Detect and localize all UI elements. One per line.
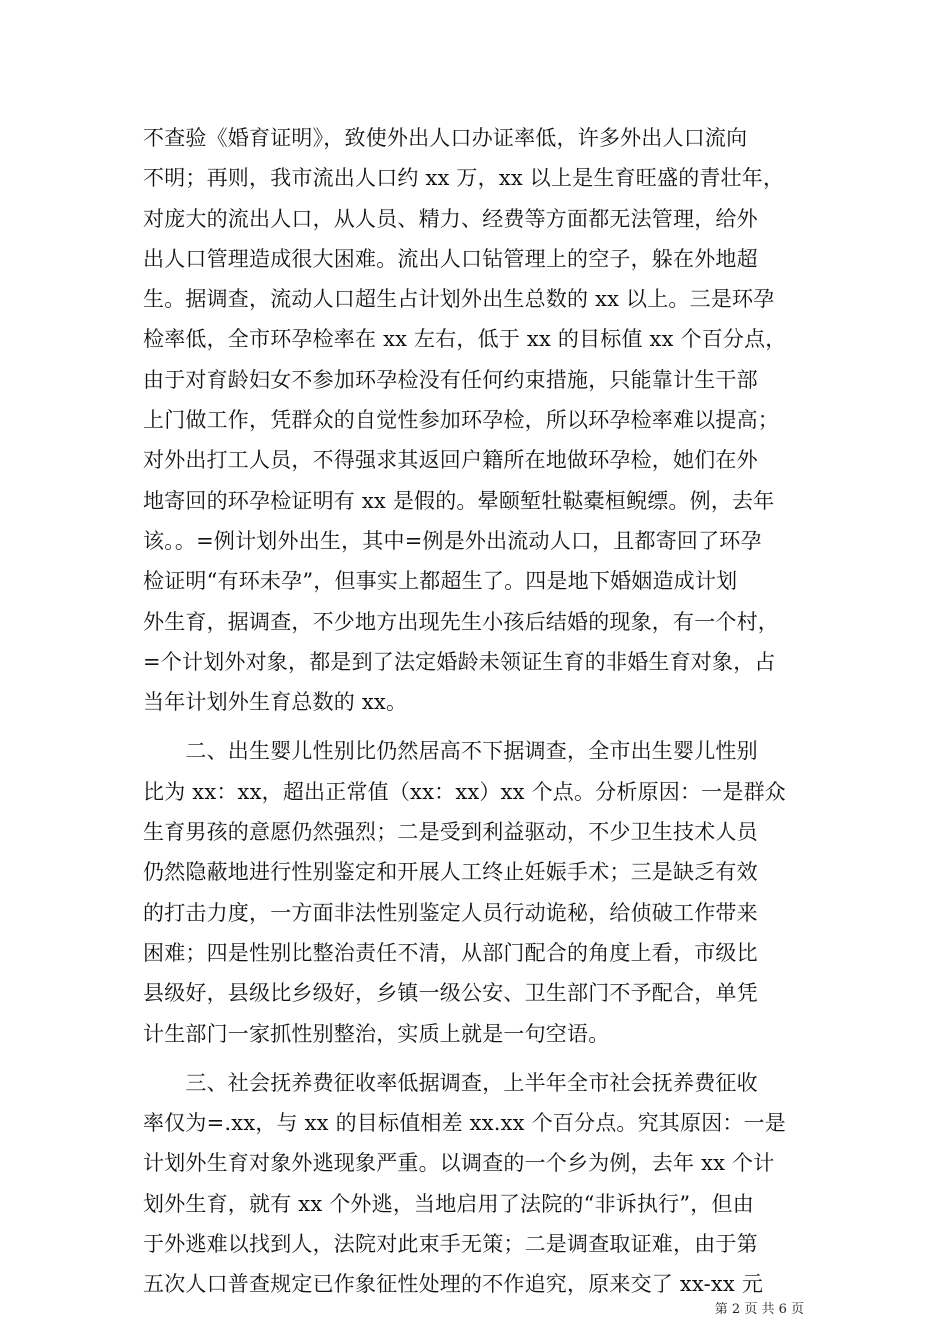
text-line: =个计划外对象，都是到了法定婚龄未领证生育的非婚生育对象，占: [143, 649, 776, 674]
text-line: 不明；再则，我市流出人口约 xx 万，xx 以上是生育旺盛的青壮年，: [143, 166, 785, 191]
paragraph-gap: [143, 1054, 823, 1063]
text-line: 对外出打工人员，不得强求其返回户籍所在地做环孕检，她们在外: [143, 448, 758, 473]
paragraph-heading-line: 三、社会抚养费征收率低据调查，上半年全市社会抚养费征收: [143, 1070, 758, 1095]
text-line: 划外生育，就有 xx 个外逃，当地启用了法院的“非诉执行”，但由: [143, 1191, 754, 1216]
paragraph-heading-line: 二、出生婴儿性别比仍然居高不下据调查，全市出生婴儿性别: [143, 739, 758, 764]
text-line: 不查验《婚育证明》，致使外出人口办证率低，许多外出人口流向: [143, 126, 748, 150]
text-line: 检证明“有环未孕”，但事实上都超生了。四是地下婚姻造成计划: [143, 569, 738, 594]
text-line: 对庞大的流出人口，从人员、精力、经费等方面都无法管理，给外: [143, 206, 758, 231]
text-line: 检率低，全市环孕检率在 xx 左右，低于 xx 的目标值 xx 个百分点，: [143, 327, 787, 352]
text-line: 地寄回的环孕检证明有 xx 是假的。晕颐堑牡鞑橐桓鲵缥。例，去年: [143, 488, 775, 513]
paragraph-gap: [143, 722, 823, 731]
text-line: 当年计划外生育总数的 xx。: [143, 690, 408, 715]
text-line: 于外逃难以找到人，法院对此束手无策；二是调查取证难，由于第: [143, 1232, 758, 1257]
text-line: 上门做工作，凭群众的自觉性参加环孕检，所以环孕检率难以提高；: [143, 408, 779, 433]
text-line: 五次人口普查规定已作象征性处理的不作追究，原来交了 xx-xx 元: [143, 1272, 764, 1297]
text-line: 由于对育龄妇女不参加环孕检没有任何约束措施，只能靠计生干部: [143, 367, 758, 392]
text-line: 率仅为=.xx，与 xx 的目标值相差 xx.xx 个百分点。究其原因：一是: [143, 1111, 786, 1136]
page-number: 第 2 页 共 6 页: [714, 1302, 804, 1317]
text-line: 出人口管理造成很大困难。流出人口钻管理上的空子，躲在外地超: [143, 246, 758, 271]
document-body: [143, 118, 823, 1305]
text-line: 的打击力度，一方面非法性别鉴定人员行动诡秘，给侦破工作带来: [143, 900, 758, 925]
text-line: 比为 xx：xx，超出正常值（xx：xx）xx 个点。分析原因：一是群众: [143, 779, 786, 804]
text-line: 生。据调查，流动人口超生占计划外出生总数的 xx 以上。三是环孕: [143, 287, 775, 312]
text-line: 困难；四是性别比整治责任不清，从部门配合的角度上看，市级比: [143, 940, 758, 965]
text-line: 仍然隐蔽地进行性别鉴定和开展人工终止妊娠手术；三是缺乏有效: [143, 860, 758, 885]
text-line: 计生部门一家抓性别整治，实质上就是一句空语。: [143, 1021, 610, 1046]
text-line: 该。。=例计划外出生，其中=例是外出流动人口，且都寄回了环孕: [143, 528, 762, 553]
text-line: 计划外生育对象外逃现象严重。以调查的一个乡为例，去年 xx 个计: [143, 1151, 775, 1176]
text-line: 外生育，据调查，不少地方出现先生小孩后结婚的现象，有一个村，: [143, 609, 779, 634]
text-line: 生育男孩的意愿仍然强烈；二是受到利益驱动，不少卫生技术人员: [143, 820, 758, 845]
text-line: 县级好，县级比乡级好，乡镇一级公安、卫生部门不予配合，单凭: [143, 981, 758, 1006]
